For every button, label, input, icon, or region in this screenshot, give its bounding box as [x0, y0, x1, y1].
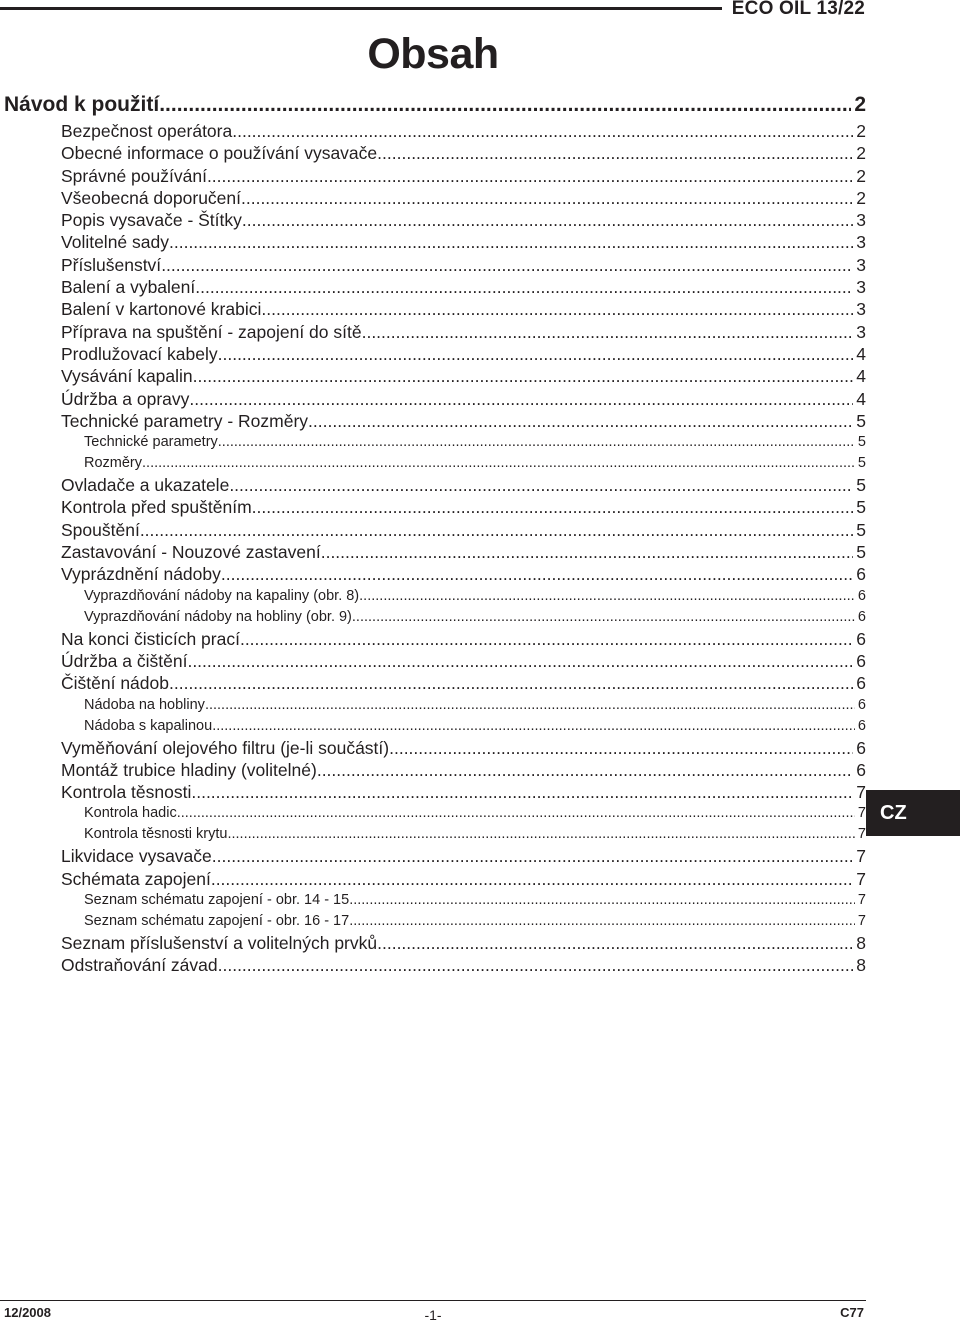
toc-page-number: 6: [856, 673, 866, 694]
toc-entry-title: Údržba a opravy: [61, 388, 190, 409]
toc-dot-leader: [308, 410, 853, 432]
toc-page-number: 5: [856, 475, 866, 496]
toc-dot-leader: [377, 142, 853, 164]
toc-page-number: 2: [856, 187, 866, 208]
toc-page-number: 8: [856, 955, 866, 976]
toc-entry-title: Zastavování - Nouzové zastavení: [61, 542, 321, 563]
toc-entry-title: Kontrola těsnosti: [61, 782, 192, 803]
toc-entry-title: Popis vysavače - Štítky: [61, 210, 242, 231]
toc-dot-leader: [252, 496, 854, 518]
toc-entry[interactable]: [0, 321, 866, 343]
toc-entry[interactable]: [0, 868, 866, 890]
toc-dot-leader: [321, 541, 854, 563]
toc-page-number: 3: [856, 254, 866, 275]
toc-section-entry[interactable]: [0, 91, 866, 119]
toc-dot-leader: [207, 165, 853, 187]
toc-entry-title: Schémata zapojení: [61, 868, 211, 889]
toc-dot-leader: [218, 432, 855, 453]
toc-page-number: 8: [856, 933, 866, 954]
toc-entry[interactable]: [0, 628, 866, 650]
toc-entry-title: Spouštění: [61, 519, 140, 540]
toc-dot-leader: [205, 695, 855, 716]
toc-entry[interactable]: [0, 845, 866, 867]
toc-entry[interactable]: [0, 781, 866, 803]
toc-page-number: 2: [856, 165, 866, 186]
toc-dot-leader: [363, 586, 855, 607]
toc-entry-title: Montáž trubice hladiny (volitelné): [61, 759, 317, 780]
toc-entry-title: Kontrola před spuštěním: [61, 497, 252, 518]
toc-entry[interactable]: [0, 737, 866, 759]
toc-dot-leader: [349, 911, 855, 932]
toc-entry-title: Seznam schématu zapojení - obr. 16 - 17: [84, 913, 350, 930]
toc-entry-title: Údržba a čištění: [61, 650, 188, 671]
toc-subentry[interactable]: [0, 911, 866, 932]
toc-subentry[interactable]: [0, 716, 866, 737]
toc-entry-title: Prodlužovací kabely: [61, 343, 218, 364]
toc-entry[interactable]: [0, 365, 866, 387]
toc-subentry[interactable]: [0, 695, 866, 716]
toc-dot-leader: [221, 563, 853, 585]
toc-entry[interactable]: [0, 343, 866, 365]
toc-dot-leader: [232, 120, 853, 142]
toc-dot-leader: [389, 737, 853, 759]
toc-dot-leader: [229, 474, 853, 496]
toc-subentry[interactable]: [0, 824, 866, 845]
header-rule: [0, 7, 722, 10]
toc-dot-leader: [227, 824, 854, 845]
toc-entry-title: Technické parametry: [84, 434, 218, 451]
toc-entry-title: Seznam příslušenství a volitelných prvků: [61, 933, 378, 954]
toc-dot-leader: [218, 954, 854, 976]
toc-dot-leader: [356, 607, 855, 628]
toc-entry-title: Odstraňování závad: [61, 955, 218, 976]
toc-entry[interactable]: [0, 410, 866, 432]
toc-dot-leader: [177, 803, 855, 824]
toc-dot-leader: [211, 868, 853, 890]
table-of-contents: [0, 91, 866, 977]
toc-dot-leader: [193, 365, 854, 387]
toc-dot-leader: [212, 845, 853, 867]
toc-page-number: 5: [857, 455, 866, 472]
toc-entry-title: Příslušenství: [61, 254, 162, 275]
toc-entry-title: Kontrola hadic: [84, 805, 177, 822]
toc-dot-leader: [240, 628, 853, 650]
toc-subentry[interactable]: [0, 586, 866, 607]
toc-page-number: 5: [857, 434, 866, 451]
toc-entry[interactable]: [0, 563, 866, 585]
toc-page-number: 5: [856, 519, 866, 540]
toc-page-number: 7: [857, 913, 866, 930]
toc-entry-title: Čištění nádob: [61, 673, 169, 694]
footer-date: 12/2008: [4, 1305, 51, 1320]
toc-dot-leader: [189, 388, 853, 410]
toc-entry-title: Vyprázdnění nádoby: [61, 564, 221, 585]
toc-page-number: 4: [856, 366, 866, 387]
toc-page-number: 7: [857, 826, 866, 843]
toc-entry[interactable]: [0, 932, 866, 954]
toc-page-number: 3: [856, 232, 866, 253]
toc-dot-leader: [159, 91, 851, 119]
toc-entry[interactable]: [0, 672, 866, 694]
toc-page-number: 6: [856, 564, 866, 585]
toc-page-number: 6: [857, 587, 866, 604]
toc-page-number: 7: [856, 782, 866, 803]
footer-code: C77: [840, 1305, 864, 1320]
toc-page-number: 4: [856, 388, 866, 409]
toc-entry-title: Seznam schématu zapojení - obr. 14 - 15: [84, 892, 350, 909]
toc-entry-title: Rozměry: [84, 455, 143, 472]
toc-dot-leader: [195, 276, 853, 298]
toc-dot-leader: [362, 321, 854, 343]
toc-entry-title: Vyprazdňování nádoby na kapaliny (obr. 8).: [84, 587, 364, 604]
toc-page-number: 7: [856, 846, 866, 867]
toc-entry[interactable]: [0, 165, 866, 187]
toc-dot-leader: [140, 519, 853, 541]
toc-entry[interactable]: [0, 254, 866, 276]
page-title: Obsah: [367, 30, 499, 78]
toc-dot-leader: [317, 759, 853, 781]
toc-entry[interactable]: [0, 650, 866, 672]
toc-dot-leader: [212, 716, 855, 737]
toc-subentry[interactable]: [0, 453, 866, 474]
toc-entry-title: Balení v kartonové krabici: [61, 299, 262, 320]
toc-page-number: 2: [856, 121, 866, 141]
toc-entry-title: Nádoba s kapalinou: [84, 717, 213, 734]
toc-entry[interactable]: [0, 276, 866, 298]
toc-page-number: 7: [857, 805, 866, 822]
toc-page-number: 6: [856, 650, 866, 671]
toc-entry[interactable]: [0, 496, 866, 518]
toc-entry-title: Likvidace vysavače: [61, 846, 212, 867]
toc-entry[interactable]: [0, 759, 866, 781]
toc-page-number: 3: [856, 321, 866, 342]
toc-entry-title: Na konci čisticích prací: [61, 628, 240, 649]
toc-dot-leader: [349, 890, 855, 911]
toc-page-number: 3: [856, 210, 866, 231]
toc-page-number: 6: [856, 737, 866, 758]
toc-dot-leader: [142, 453, 855, 474]
toc-entry[interactable]: [0, 519, 866, 541]
toc-entry-title: Správné používání: [61, 165, 207, 186]
toc-entry-title: Všeobecná doporučení: [61, 187, 241, 208]
toc-page-number: 2: [856, 143, 866, 164]
toc-page-number: 4: [856, 343, 866, 364]
toc-dot-leader: [241, 187, 853, 209]
toc-entry[interactable]: [0, 541, 866, 563]
toc-entry[interactable]: [0, 474, 866, 496]
toc-dot-leader: [377, 932, 853, 954]
toc-dot-leader: [161, 254, 853, 276]
toc-dot-leader: [187, 650, 853, 672]
toc-page-number: 5: [856, 542, 866, 563]
toc-entry-title: Ovladače a ukazatele: [61, 475, 230, 496]
toc-entry-title: Návod k použití: [4, 93, 160, 116]
toc-entry-title: Vyprazdňování nádoby na hobliny (obr. 9).: [84, 608, 356, 625]
toc-entry-title: Obecné informace o používání vysavače: [61, 143, 378, 164]
toc-page-number: 6: [857, 696, 866, 713]
toc-entry[interactable]: [0, 142, 866, 164]
toc-entry-title: Kontrola těsnosti krytu: [84, 826, 228, 843]
toc-entry-title: Volitelné sady: [61, 232, 169, 253]
toc-dot-leader: [169, 672, 853, 694]
toc-page-number: 6: [856, 628, 866, 649]
language-tab: CZ: [866, 790, 960, 836]
toc-dot-leader: [242, 209, 853, 231]
footer-page-number: -1-: [424, 1307, 442, 1323]
toc-entry-title: Balení a vybalení: [61, 277, 196, 298]
toc-entry-title: Vysávání kapalin: [61, 366, 193, 387]
toc-dot-leader: [191, 781, 853, 803]
toc-page-number: 7: [856, 868, 866, 889]
toc-subentry[interactable]: [0, 890, 866, 911]
toc-subentry[interactable]: [0, 432, 866, 453]
toc-dot-leader: [218, 343, 854, 365]
footer-rule: [0, 1300, 866, 1301]
toc-dot-leader: [261, 298, 853, 320]
toc-dot-leader: [169, 231, 853, 253]
toc-entry[interactable]: [0, 954, 866, 976]
toc-subentry[interactable]: [0, 803, 866, 824]
document-code: ECO OIL 13/22: [731, 0, 865, 19]
toc-entry[interactable]: [0, 298, 866, 320]
toc-page-number: 5: [856, 410, 866, 431]
toc-entry[interactable]: [0, 209, 866, 231]
toc-page-number: 5: [856, 497, 866, 518]
toc-entry-title: Nádoba na hobliny: [84, 696, 205, 713]
toc-page-number: 7: [857, 892, 866, 909]
toc-subentry[interactable]: [0, 607, 866, 628]
toc-page-number: 3: [856, 277, 866, 298]
toc-entry[interactable]: [0, 120, 866, 142]
toc-entry[interactable]: [0, 388, 866, 410]
toc-page-number: 2: [854, 93, 866, 116]
toc-page-number: 3: [856, 299, 866, 320]
toc-entry[interactable]: [0, 187, 866, 209]
toc-page-number: 6: [857, 717, 866, 734]
toc-entry-title: Příprava na spuštění - zapojení do sítě: [61, 321, 362, 342]
toc-page-number: 6: [856, 759, 866, 780]
toc-entry-title: Vyměňování olejového filtru (je-li součástí): [61, 737, 390, 758]
toc-entry-title: Bezpečnost operátora: [61, 121, 233, 141]
toc-entry[interactable]: [0, 231, 866, 253]
toc-page-number: 6: [857, 608, 866, 625]
toc-entry-title: Technické parametry - Rozměry: [61, 410, 309, 431]
